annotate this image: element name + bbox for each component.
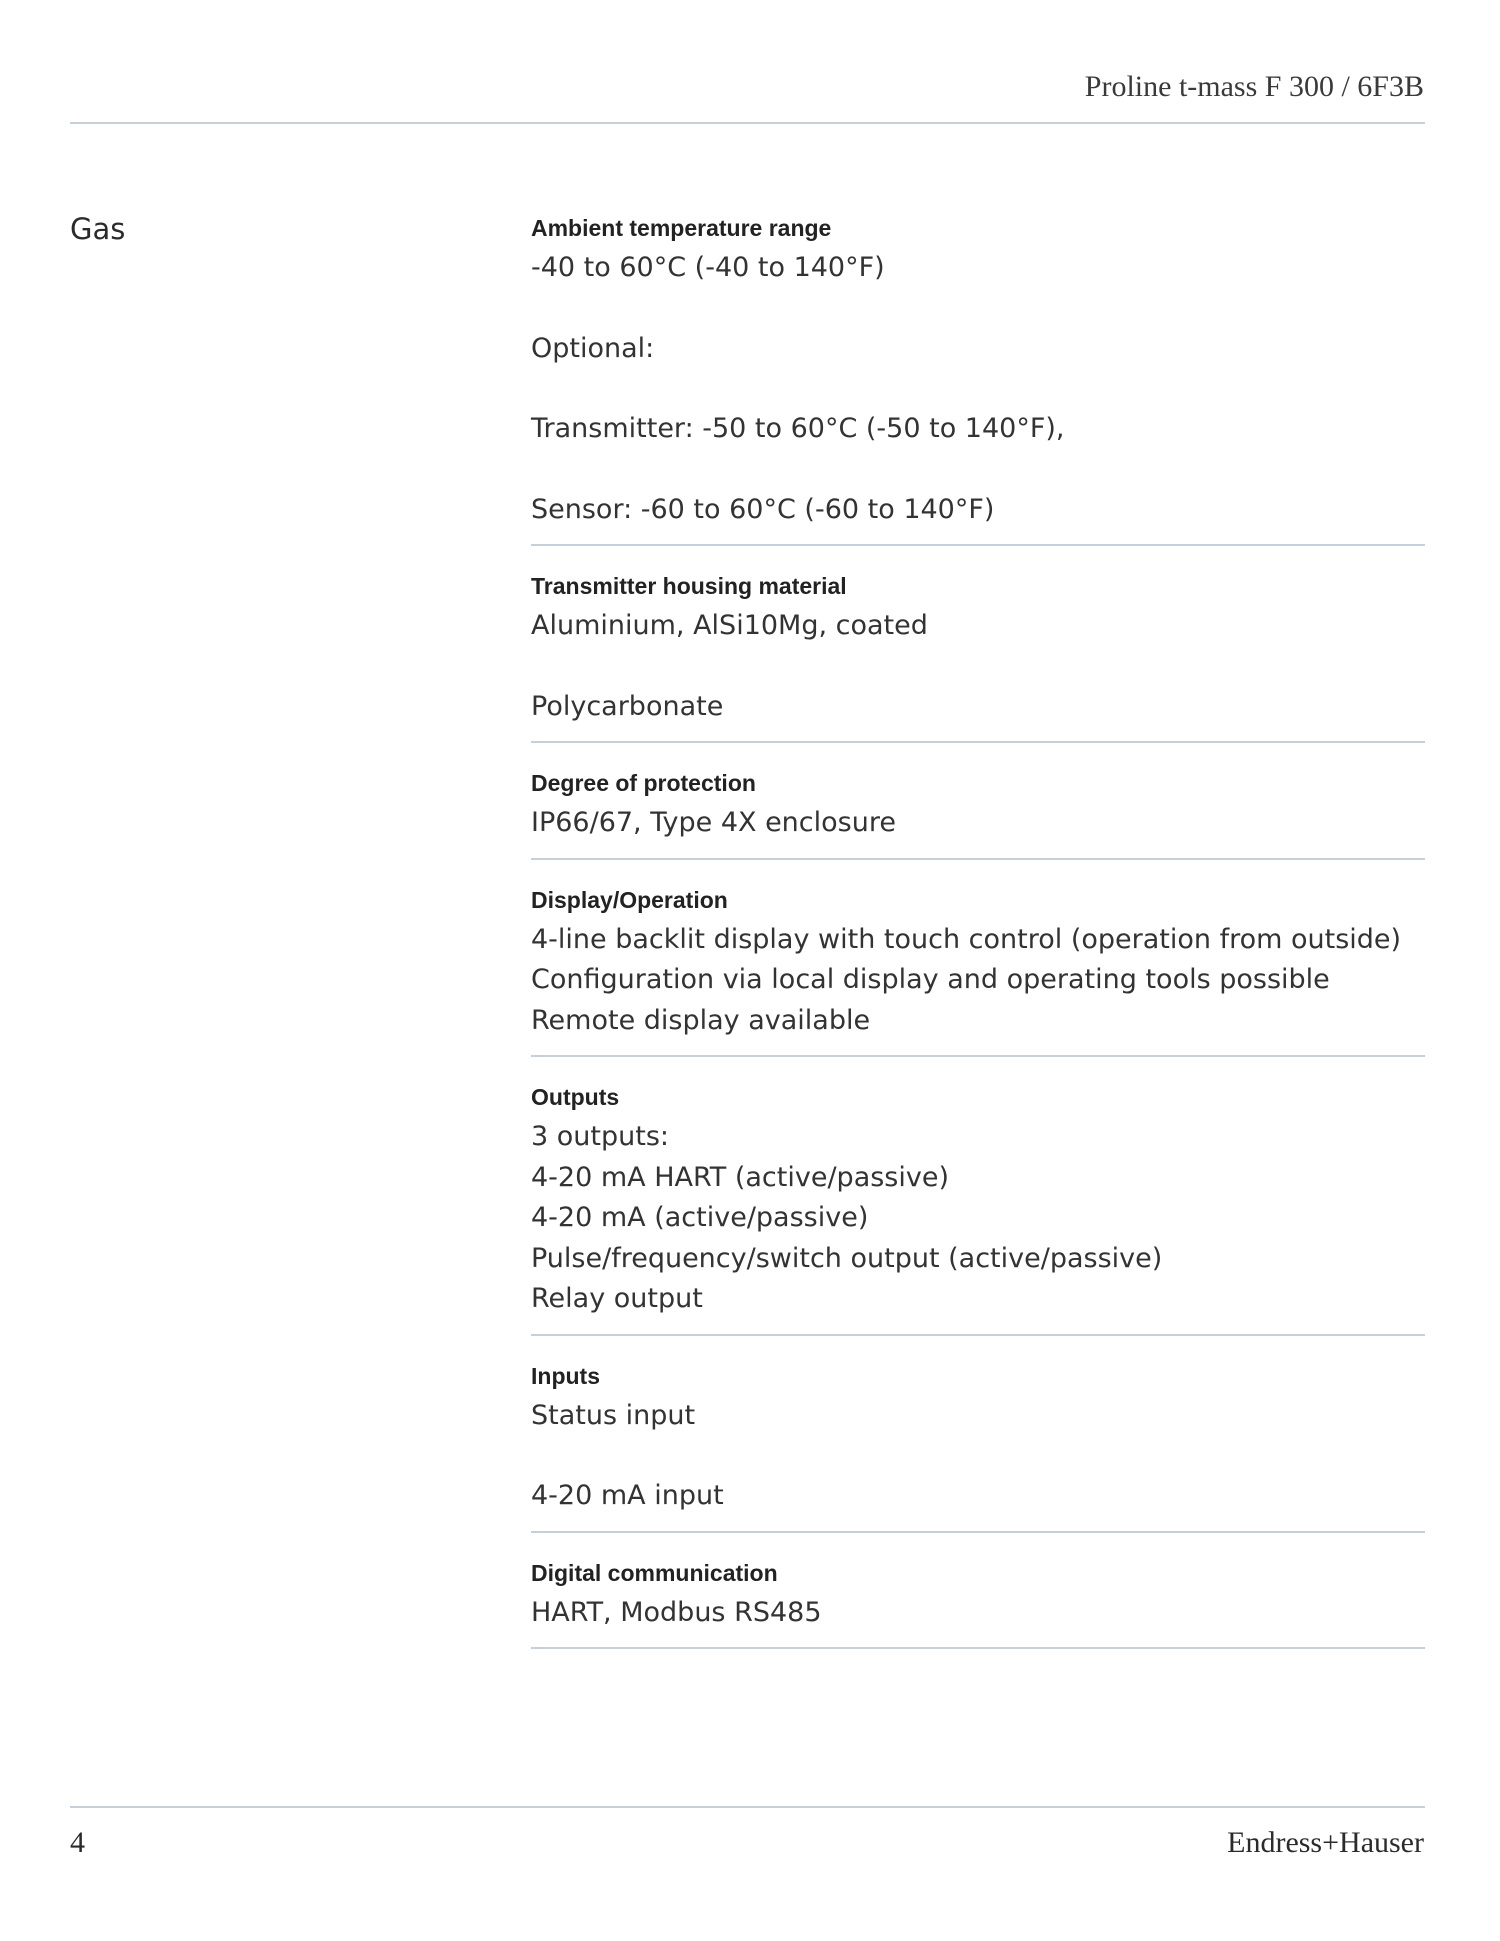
spec-outputs [531, 1081, 1425, 1336]
spec-list [531, 212, 1425, 1673]
spec-title: Ambient temperature range [531, 215, 832, 241]
spec-line: Transmitter: -50 to 60°C (-50 to 140°F), [531, 413, 1065, 444]
spec-ambient-temperature [531, 212, 1425, 546]
spec-title: Inputs [531, 1362, 600, 1389]
spec-line: Remote display available [531, 1004, 871, 1036]
spec-line: Relay output [531, 1283, 703, 1314]
spec-line: 4-20 mA input [531, 1480, 724, 1511]
spec-line: Status input [531, 1399, 696, 1431]
spec-line: Aluminium, AlSi10Mg, coated [531, 610, 928, 641]
document-title: Proline t-mass F 300 / 6F3B [1084, 70, 1424, 103]
footer-divider [70, 1806, 1425, 1808]
spec-title: Display/Operation [531, 886, 728, 913]
spec-degree-of-protection [531, 767, 1425, 860]
section-label: Gas [70, 212, 126, 246]
spec-title: Outputs [531, 1084, 620, 1110]
spec-digital-communication [531, 1557, 1425, 1650]
spec-title: Transmitter housing material [531, 573, 847, 599]
spec-title: Degree of protection [531, 770, 756, 796]
spec-line: 3 outputs: [531, 1121, 669, 1152]
spec-line: 4-20 mA (active/passive) [531, 1202, 869, 1233]
spec-line: Pulse/frequency/switch output (active/passive) [531, 1242, 1163, 1274]
spec-housing-material [531, 570, 1425, 743]
spec-line: Sensor: -60 to 60°C (-60 to 140°F) [531, 493, 995, 525]
brand-name: Endress+Hauser [1227, 1826, 1424, 1859]
spec-line: HART, Modbus RS485 [531, 1596, 822, 1628]
spec-line: 4-20 mA HART (active/passive) [531, 1161, 949, 1193]
spec-inputs [531, 1360, 1425, 1533]
page-number: 4 [70, 1826, 85, 1859]
spec-line: IP66/67, Type 4X enclosure [531, 807, 896, 838]
spec-line: Optional: [531, 332, 655, 364]
header-divider [70, 122, 1425, 124]
spec-line: Polycarbonate [531, 690, 724, 722]
spec-line: Configuration via local display and operating tools possible [531, 964, 1330, 995]
spec-title: Digital communication [531, 1559, 778, 1586]
spec-line: 4-line backlit display with touch control (operation from outside) [531, 923, 1402, 955]
spec-line: -40 to 60°C (-40 to 140°F) [531, 252, 885, 283]
spec-display-operation [531, 884, 1425, 1058]
